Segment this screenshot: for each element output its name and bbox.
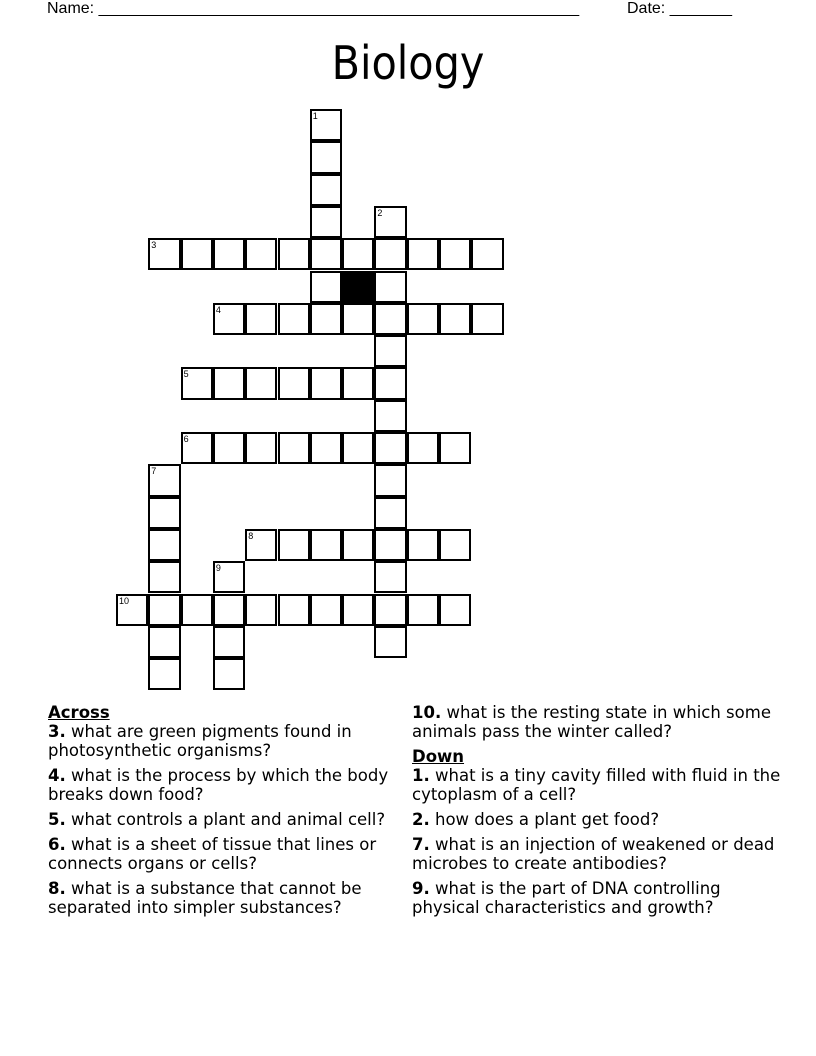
grid-cell[interactable] — [310, 594, 342, 626]
clue-num: 9. — [412, 879, 430, 898]
clue-item — [412, 703, 782, 741]
grid-cell[interactable] — [278, 594, 310, 626]
across-heading: Across — [48, 703, 110, 722]
grid-cell[interactable] — [245, 529, 277, 561]
grid-cell[interactable] — [213, 432, 245, 464]
grid-cell[interactable] — [374, 432, 406, 464]
grid-cell[interactable] — [310, 367, 342, 399]
grid-cell[interactable] — [374, 206, 406, 238]
grid-cell[interactable] — [439, 303, 471, 335]
grid-cell[interactable] — [439, 529, 471, 561]
clue-text: what is the part of DNA controlling physical characteristics and growth? — [412, 879, 721, 917]
grid-cell[interactable] — [278, 303, 310, 335]
clue-item — [412, 766, 782, 804]
grid-cell[interactable] — [181, 238, 213, 270]
grid-cell[interactable] — [148, 464, 180, 496]
clue-number: 3 — [151, 240, 157, 251]
grid-cell[interactable] — [407, 238, 439, 270]
grid-cell[interactable] — [181, 594, 213, 626]
clue-item — [48, 722, 398, 760]
clue-number: 7 — [151, 466, 157, 477]
grid-cell[interactable] — [148, 658, 180, 690]
clue-item — [412, 879, 782, 917]
grid-cell[interactable] — [407, 303, 439, 335]
grid-cell[interactable] — [310, 432, 342, 464]
grid-cell[interactable] — [471, 303, 503, 335]
grid-cell[interactable] — [148, 626, 180, 658]
name-blank[interactable]: ______________________________________________________ — [98, 0, 580, 17]
grid-cell[interactable] — [439, 432, 471, 464]
grid-cell[interactable] — [342, 238, 374, 270]
clue-item — [48, 879, 398, 917]
grid-cell[interactable] — [278, 367, 310, 399]
clue-num: 5. — [48, 810, 66, 829]
grid-cell[interactable] — [374, 594, 406, 626]
clue-number: 9 — [215, 563, 221, 574]
grid-cell[interactable] — [213, 658, 245, 690]
clue-text: what is a substance that cannot be separated into simpler substances? — [48, 879, 362, 917]
down-heading: Down — [412, 747, 465, 766]
date-field[interactable] — [627, 0, 732, 18]
grid-cell[interactable] — [374, 561, 406, 593]
grid-cell[interactable] — [374, 626, 406, 658]
grid-cell[interactable] — [374, 497, 406, 529]
grid-cell[interactable] — [342, 529, 374, 561]
grid-cell[interactable] — [213, 303, 245, 335]
grid-cell[interactable] — [278, 529, 310, 561]
clue-text: what controls a plant and animal cell? — [71, 810, 386, 829]
clue-text: what is an injection of weakened or dead microbes to create antibodies? — [412, 835, 775, 873]
clue-num: 6. — [48, 835, 66, 854]
grid-cell[interactable] — [181, 367, 213, 399]
grid-cell[interactable] — [471, 238, 503, 270]
clue-item — [48, 835, 398, 873]
grid-cell[interactable] — [245, 238, 277, 270]
clue-num: 3. — [48, 722, 66, 741]
grid-cell[interactable] — [116, 594, 148, 626]
clue-item — [48, 810, 398, 829]
clue-num: 7. — [412, 835, 430, 854]
grid-cell[interactable] — [148, 529, 180, 561]
grid-cell[interactable] — [245, 303, 277, 335]
clues-left — [48, 703, 398, 923]
clue-num: 1. — [412, 766, 430, 785]
grid-cell[interactable] — [407, 529, 439, 561]
grid-cell[interactable] — [374, 303, 406, 335]
grid-cell[interactable] — [310, 206, 342, 238]
grid-cell[interactable] — [310, 303, 342, 335]
clue-item — [412, 835, 782, 873]
grid-cell[interactable] — [245, 594, 277, 626]
page-title: Biology — [331, 36, 485, 90]
grid-cell[interactable] — [374, 464, 406, 496]
clue-num: 8. — [48, 879, 66, 898]
grid-cell[interactable] — [148, 594, 180, 626]
grid-cell[interactable] — [374, 529, 406, 561]
date-label: Date: — [627, 0, 666, 17]
date-blank[interactable]: _______ — [669, 0, 732, 17]
clue-num: 2. — [412, 810, 430, 829]
clue-number: 10 — [119, 595, 130, 606]
name-field[interactable] — [47, 0, 579, 18]
grid-cell[interactable] — [342, 594, 374, 626]
grid-cell[interactable] — [407, 432, 439, 464]
grid-cell[interactable] — [213, 626, 245, 658]
grid-cell[interactable] — [213, 238, 245, 270]
clues-right — [412, 703, 782, 923]
grid-cell[interactable] — [310, 529, 342, 561]
grid-cell[interactable] — [148, 238, 180, 270]
grid-cell[interactable] — [310, 109, 342, 141]
grid-cell[interactable] — [310, 174, 342, 206]
grid-cell[interactable] — [342, 432, 374, 464]
grid-cell[interactable] — [278, 432, 310, 464]
grid-cell[interactable] — [374, 238, 406, 270]
grid-cell[interactable] — [245, 432, 277, 464]
clue-item — [48, 766, 398, 804]
grid-cell[interactable] — [181, 432, 213, 464]
clue-number: 8 — [248, 530, 254, 541]
clue-text: what is a sheet of tissue that lines or connects organs or cells? — [48, 835, 377, 873]
grid-cell[interactable] — [213, 594, 245, 626]
grid-cell[interactable] — [407, 594, 439, 626]
clue-text: how does a plant get food? — [435, 810, 660, 829]
grid-cell[interactable] — [374, 271, 406, 303]
clue-number: 1 — [312, 111, 318, 121]
grid-cell[interactable] — [439, 238, 471, 270]
grid-cell[interactable] — [342, 303, 374, 335]
clue-text: what is the process by which the body breaks down food? — [48, 766, 389, 804]
name-label: Name: — [47, 0, 95, 17]
clue-num: 4. — [48, 766, 66, 785]
clue-text: what is the resting state in which some animals pass the winter called? — [412, 703, 771, 741]
grid-cell[interactable] — [342, 367, 374, 399]
black-cell — [342, 271, 374, 303]
grid-cell[interactable] — [374, 367, 406, 399]
grid-cell[interactable] — [439, 594, 471, 626]
grid-cell[interactable] — [374, 335, 406, 367]
clue-text: what is a tiny cavity filled with fluid in the cytoplasm of a cell? — [412, 766, 781, 804]
grid-cell[interactable] — [278, 238, 310, 270]
clue-text: what are green pigments found in photosynthetic organisms? — [48, 722, 352, 760]
clue-num: 10. — [412, 703, 442, 722]
grid-cell[interactable] — [148, 497, 180, 529]
clue-item — [412, 810, 782, 829]
clue-number: 4 — [215, 304, 221, 315]
grid-cell[interactable] — [148, 561, 180, 593]
clue-number: 5 — [183, 369, 189, 380]
clue-number: 2 — [377, 207, 383, 218]
grid-cell[interactable] — [213, 367, 245, 399]
grid-cell[interactable] — [310, 141, 342, 173]
grid-cell[interactable] — [310, 238, 342, 270]
grid-cell[interactable] — [245, 367, 277, 399]
grid-cell[interactable] — [213, 561, 245, 593]
grid-cell[interactable] — [374, 400, 406, 432]
grid-cell[interactable] — [310, 271, 342, 303]
clue-number: 6 — [183, 434, 189, 444]
